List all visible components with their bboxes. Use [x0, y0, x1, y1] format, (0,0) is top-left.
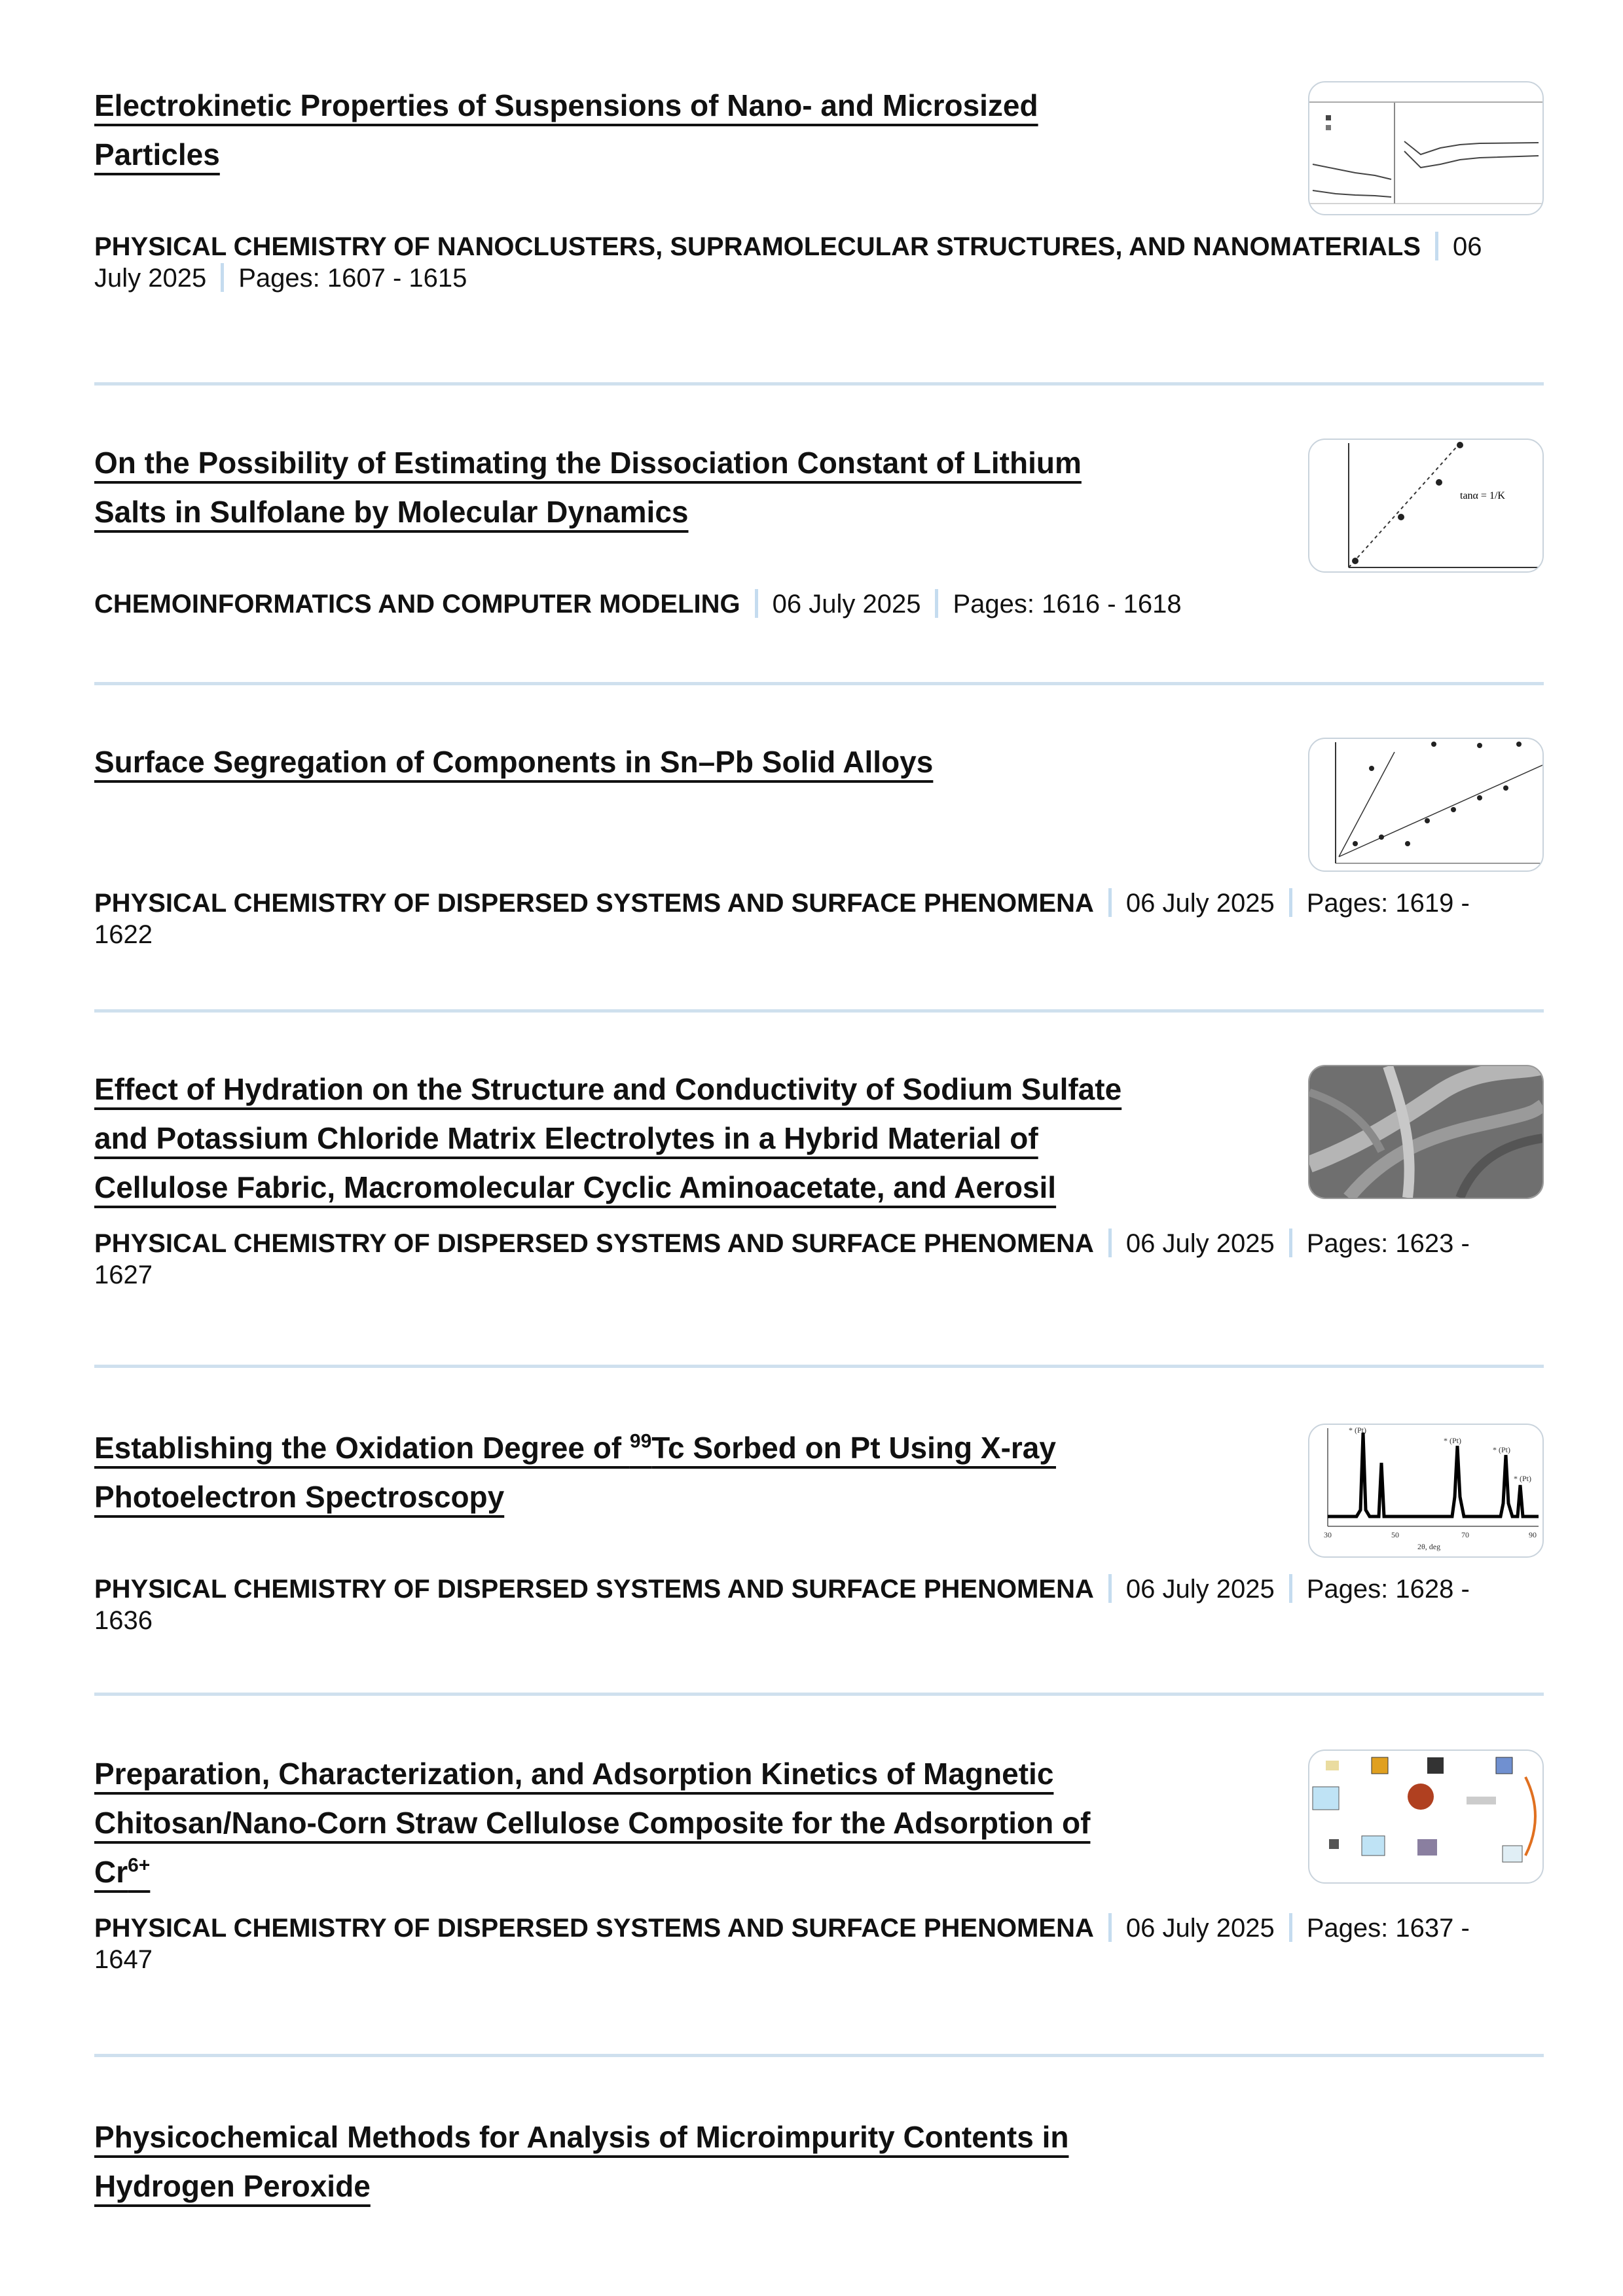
- article-pages: Pages: 1619 - 1622: [94, 889, 1470, 949]
- article-date: 06 July 2025: [1125, 889, 1275, 918]
- thumb-tick: 50: [1391, 1530, 1399, 1539]
- article-meta: [94, 1573, 1535, 1636]
- divider: [94, 1009, 1544, 1013]
- title-line: Cellulose Fabric, Macromolecular Cyclic Aminoacetate, and Aerosil: [94, 1170, 1057, 1204]
- title-line: Salts in Sulfolane by Molecular Dynamics: [94, 495, 689, 529]
- article-item: [94, 1749, 1544, 1975]
- article-item: [94, 1424, 1544, 1636]
- article-meta: [94, 1912, 1535, 1975]
- separator: [1289, 888, 1292, 917]
- title-line: Particles: [94, 137, 220, 171]
- title-line: On the Possibility of Estimating the Dissociation Constant of Lithium: [94, 446, 1082, 480]
- article-category[interactable]: PHYSICAL CHEMISTRY OF NANOCLUSTERS, SUPRAMOLECULAR STRUCTURES, AND NANOMATERIALS: [94, 232, 1421, 261]
- article-item: [94, 439, 1544, 620]
- divider: [94, 1693, 1544, 1696]
- article-title-link[interactable]: [94, 1431, 1056, 1514]
- separator: [1289, 1229, 1292, 1257]
- article-title-link[interactable]: [94, 446, 1082, 529]
- article-meta: [94, 588, 1535, 620]
- thumb-label: * (Pt): [1514, 1474, 1531, 1483]
- article-meta: [94, 231, 1535, 294]
- linear-fit-thumbnail[interactable]: [1308, 439, 1544, 573]
- title-superscript: 6+: [128, 1854, 151, 1876]
- article-category[interactable]: PHYSICAL CHEMISTRY OF DISPERSED SYSTEMS AND SURFACE PHENOMENA: [94, 1575, 1094, 1604]
- article-item: [94, 81, 1544, 294]
- separator: [755, 589, 758, 618]
- article-title: [94, 1065, 1308, 1212]
- article-title: [94, 2113, 1338, 2211]
- title-text: Establishing the Oxidation Degree of: [94, 1431, 630, 1465]
- article-title-link[interactable]: [94, 745, 933, 779]
- article-pages: Pages: 1616 - 1618: [953, 590, 1182, 619]
- divider: [94, 1365, 1544, 1368]
- sem-image-thumbnail[interactable]: [1308, 1065, 1544, 1199]
- article-title: [94, 81, 1308, 179]
- title-superscript: 99: [629, 1430, 652, 1452]
- article-item: [94, 2113, 1544, 2211]
- separator: [1108, 1574, 1112, 1603]
- thumb-label: * (Pt): [1493, 1445, 1510, 1454]
- article-date: 06 July 2025: [94, 232, 1482, 293]
- title-text: Cr: [94, 1855, 128, 1889]
- separator: [1108, 1913, 1112, 1942]
- xrd-spectrum-thumbnail[interactable]: [1308, 1424, 1544, 1558]
- article-title-link[interactable]: [94, 88, 1038, 171]
- separator: [1108, 888, 1112, 917]
- article-pages: Pages: 1628 - 1636: [94, 1575, 1470, 1635]
- title-line: Surface Segregation of Components in Sn–Pb Solid Alloys: [94, 745, 934, 779]
- article-date: 06 July 2025: [772, 590, 921, 619]
- process-diagram-thumbnail[interactable]: [1308, 1749, 1544, 1884]
- title-line: Physicochemical Methods for Analysis of Microimpurity Contents in: [94, 2120, 1069, 2154]
- article-title: [94, 1749, 1308, 1897]
- thumb-tick: 90: [1529, 1530, 1537, 1539]
- article-category[interactable]: PHYSICAL CHEMISTRY OF DISPERSED SYSTEMS AND SURFACE PHENOMENA: [94, 1914, 1094, 1943]
- article-title-link[interactable]: [94, 1072, 1122, 1204]
- title-line: and Potassium Chloride Matrix Electrolytes in a Hybrid Material of: [94, 1121, 1038, 1155]
- article-date: 06 July 2025: [1125, 1229, 1275, 1258]
- thumb-label: * (Pt): [1444, 1436, 1461, 1445]
- thumb-tick: 70: [1461, 1530, 1469, 1539]
- separator: [1435, 232, 1438, 260]
- separator: [221, 263, 224, 292]
- title-text: Tc Sorbed on Pt Using X-ray: [651, 1431, 1056, 1465]
- article-pages: Pages: 1637 - 1647: [94, 1914, 1470, 1974]
- title-line: Effect of Hydration on the Structure and Conductivity of Sodium Sulfate: [94, 1072, 1122, 1106]
- separator: [1108, 1229, 1112, 1257]
- article-date: 06 July 2025: [1125, 1914, 1275, 1943]
- separator: [1289, 1574, 1292, 1603]
- article-item: [94, 738, 1544, 950]
- title-line: Chitosan/Nano-Corn Straw Cellulose Composite for the Adsorption of: [94, 1806, 1091, 1840]
- divider: [94, 2054, 1544, 2057]
- article-title-link[interactable]: [94, 1757, 1090, 1889]
- article-date: 06 July 2025: [1125, 1575, 1275, 1604]
- article-title-link[interactable]: [94, 2120, 1068, 2203]
- article-title: [94, 439, 1308, 537]
- divider: [94, 682, 1544, 685]
- article-pages: Pages: 1607 - 1615: [238, 264, 467, 293]
- line-plot-thumbnail[interactable]: [1308, 81, 1544, 215]
- article-category[interactable]: PHYSICAL CHEMISTRY OF DISPERSED SYSTEMS AND SURFACE PHENOMENA: [94, 889, 1094, 918]
- title-line: Photoelectron Spectroscopy: [94, 1480, 505, 1514]
- scatter-thumbnail[interactable]: [1308, 738, 1544, 872]
- thumb-tick: 30: [1324, 1530, 1332, 1539]
- thumb-label: * (Pt): [1349, 1426, 1366, 1435]
- divider: [94, 382, 1544, 386]
- article-pages: Pages: 1623 - 1627: [94, 1229, 1470, 1289]
- article-item: [94, 1065, 1544, 1291]
- article-meta: [94, 888, 1535, 950]
- title-line: Hydrogen Peroxide: [94, 2169, 371, 2203]
- svg-text:tanα = 1/K: tanα = 1/K: [1460, 490, 1505, 501]
- article-meta: [94, 1228, 1535, 1291]
- article-category[interactable]: PHYSICAL CHEMISTRY OF DISPERSED SYSTEMS AND SURFACE PHENOMENA: [94, 1229, 1094, 1258]
- article-title: [94, 1424, 1308, 1522]
- article-title: [94, 738, 1308, 787]
- article-category[interactable]: CHEMOINFORMATICS AND COMPUTER MODELING: [94, 590, 740, 619]
- title-line: Electrokinetic Properties of Suspensions of Nano- and Microsized: [94, 88, 1038, 122]
- thumb-xlabel: 2θ, deg: [1417, 1542, 1441, 1551]
- title-line: Preparation, Characterization, and Adsorption Kinetics of Magnetic: [94, 1757, 1054, 1791]
- separator: [935, 589, 938, 618]
- separator: [1289, 1913, 1292, 1942]
